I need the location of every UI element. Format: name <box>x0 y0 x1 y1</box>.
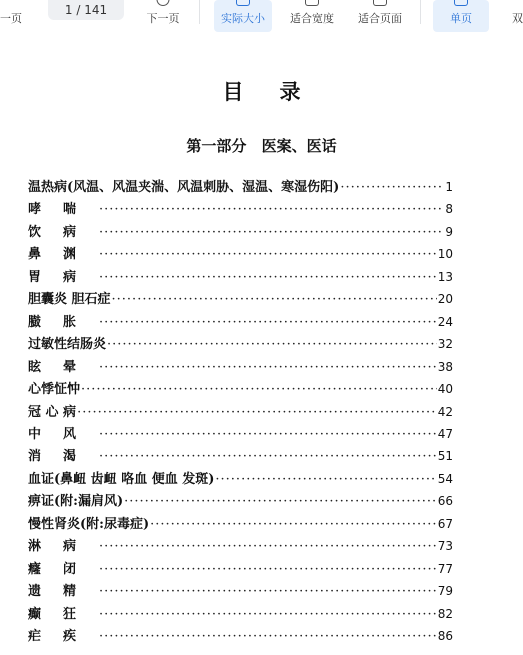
toc-entry-page: 32 <box>437 337 453 352</box>
toc-entry-page: 67 <box>437 516 453 531</box>
toc-entry-title: 鼻渊 <box>28 247 99 263</box>
toc-entry-page: 9 <box>445 224 453 239</box>
toc-entry-title: 冠 心 病 <box>28 404 77 420</box>
toc-entry[interactable] <box>28 558 453 580</box>
toc-dot-leader <box>99 357 437 378</box>
next-page-button[interactable] <box>138 0 188 32</box>
toc-dot-leader <box>215 469 436 490</box>
toc-entry-title: 癃闭 <box>28 561 99 577</box>
toc-entry[interactable] <box>28 221 453 243</box>
toc-entry[interactable] <box>28 311 453 333</box>
toc-dot-leader <box>99 559 437 580</box>
toc-entry-title: 血证(鼻衄 齿衄 咯血 便血 发斑) <box>28 471 215 487</box>
toc-entry-page: 66 <box>437 494 453 509</box>
toc-entry-page: 24 <box>437 314 453 329</box>
toolbar-divider <box>199 0 200 24</box>
toc-entry[interactable] <box>28 535 453 557</box>
page-number-input[interactable]: 1 / 141 <box>48 0 124 20</box>
toc-entry-title: 哮喘 <box>28 202 99 218</box>
toc-dot-leader <box>99 581 437 602</box>
toc-entry-title: 臌胀 <box>28 314 99 330</box>
toc-entry-page: 47 <box>437 426 453 441</box>
toc-entry-page: 54 <box>437 471 453 486</box>
page-title: 目录 <box>222 79 337 104</box>
fit-width-label: 适合宽度 <box>290 12 334 25</box>
single-page-icon <box>454 0 468 6</box>
toc-entry[interactable] <box>28 580 453 602</box>
toc-entry-page: 10 <box>437 247 453 262</box>
toc-entry-page: 38 <box>437 359 453 374</box>
toc-entry-page: 51 <box>437 449 453 464</box>
prev-page-button[interactable] <box>0 0 28 32</box>
toc-dot-leader <box>99 626 437 647</box>
toc-entry-page: 1 <box>445 180 453 194</box>
toc-entry-title: 饮病 <box>28 224 99 240</box>
next-page-label: 下一页 <box>146 12 180 25</box>
toc-entry[interactable] <box>28 490 453 512</box>
toc-entry-page: 13 <box>437 269 453 284</box>
toc-dot-leader <box>77 402 437 423</box>
toc-entry-title: 胃病 <box>28 269 99 285</box>
toc-entry[interactable] <box>28 243 453 265</box>
toc-entry-page: 73 <box>437 539 453 554</box>
actual-size-label: 实际大小 <box>221 12 265 25</box>
toc-entry[interactable] <box>28 333 453 355</box>
toc-entry-title: 癫狂 <box>28 606 99 622</box>
toc-entry-title: 遗精 <box>28 584 99 600</box>
toc-entry[interactable] <box>28 356 453 378</box>
toc-dot-leader <box>99 536 437 557</box>
toc-entry-title: 慢性肾炎(附:尿毒症) <box>28 516 150 532</box>
double-page-button[interactable] <box>506 0 523 32</box>
toc-entry-title: 消渴 <box>28 449 99 465</box>
toc-dot-leader <box>112 289 437 310</box>
toolbar-divider <box>420 0 421 24</box>
toc-entry-page: 79 <box>437 584 453 599</box>
toc-entry-title: 中风 <box>28 426 99 442</box>
fit-page-icon <box>373 0 387 6</box>
toc-dot-leader <box>81 379 437 400</box>
toc-dot-leader <box>99 267 437 288</box>
toc-dot-leader <box>99 424 437 445</box>
double-page-label: 双 <box>512 12 523 25</box>
toc-entry[interactable] <box>28 401 453 423</box>
toc-entry-title: 心悸怔忡 <box>28 382 81 398</box>
toc-dot-leader <box>99 312 437 333</box>
toc-entry[interactable] <box>28 513 453 535</box>
toc-entry-title: 痹证(附:漏肩风) <box>28 494 124 510</box>
fit-width-button[interactable] <box>283 0 341 32</box>
toc-entry-page: 77 <box>437 561 453 576</box>
toc-entry-page: 42 <box>437 404 453 419</box>
single-page-button[interactable] <box>433 0 489 32</box>
single-page-label: 单页 <box>450 12 472 25</box>
fit-width-icon <box>305 0 319 6</box>
toc-dot-leader <box>340 177 444 198</box>
toc-entry[interactable] <box>28 176 453 198</box>
toc-dot-leader <box>99 244 437 265</box>
toc-dot-leader <box>99 222 444 243</box>
toc-entry-title: 胆囊炎 胆石症 <box>28 292 111 308</box>
fit-page-button[interactable] <box>351 0 409 32</box>
toc-entry-page: 82 <box>437 606 453 621</box>
toc-entry[interactable] <box>28 198 453 220</box>
toc-entry[interactable] <box>28 603 453 625</box>
section-heading: 第一部分 医案、医话 <box>186 137 337 155</box>
toc-entry-page: 86 <box>437 629 453 643</box>
toc-entry-title: 疟疾 <box>28 629 99 644</box>
toc-entry[interactable] <box>28 266 453 288</box>
viewer-toolbar <box>0 0 523 36</box>
toc-entry-page: 8 <box>445 202 453 217</box>
toc-entry[interactable] <box>28 378 453 400</box>
next-circle-icon <box>157 0 170 6</box>
toc-entry-page: 40 <box>437 382 453 397</box>
toc-entry-page: 20 <box>437 292 453 307</box>
fit-page-label: 适合页面 <box>358 12 402 25</box>
toc-dot-leader <box>107 334 437 355</box>
document-page <box>0 36 523 655</box>
toc-entry[interactable] <box>28 423 453 445</box>
toc-entry-title: 淋病 <box>28 539 99 555</box>
actual-size-button[interactable] <box>214 0 272 32</box>
toc-dot-leader <box>99 604 437 625</box>
toc-dot-leader <box>99 446 437 467</box>
prev-page-label: 一页 <box>0 12 22 25</box>
toc-entry-title: 眩晕 <box>28 359 99 375</box>
toc-dot-leader <box>124 491 437 512</box>
toc-entry[interactable] <box>28 288 453 310</box>
actual-size-icon <box>236 0 250 6</box>
toc-entry-title: 温热病(风温、风温夹湍、风温刺胁、湿温、寒湿伤阳) <box>28 180 340 195</box>
toc-entry[interactable] <box>28 625 453 647</box>
toc-entry-title: 过敏性结肠炎 <box>28 337 107 353</box>
toc-dot-leader <box>99 199 444 220</box>
toc-entry[interactable] <box>28 445 453 467</box>
toc-dot-leader <box>150 514 437 535</box>
toc-entry[interactable] <box>28 468 453 490</box>
